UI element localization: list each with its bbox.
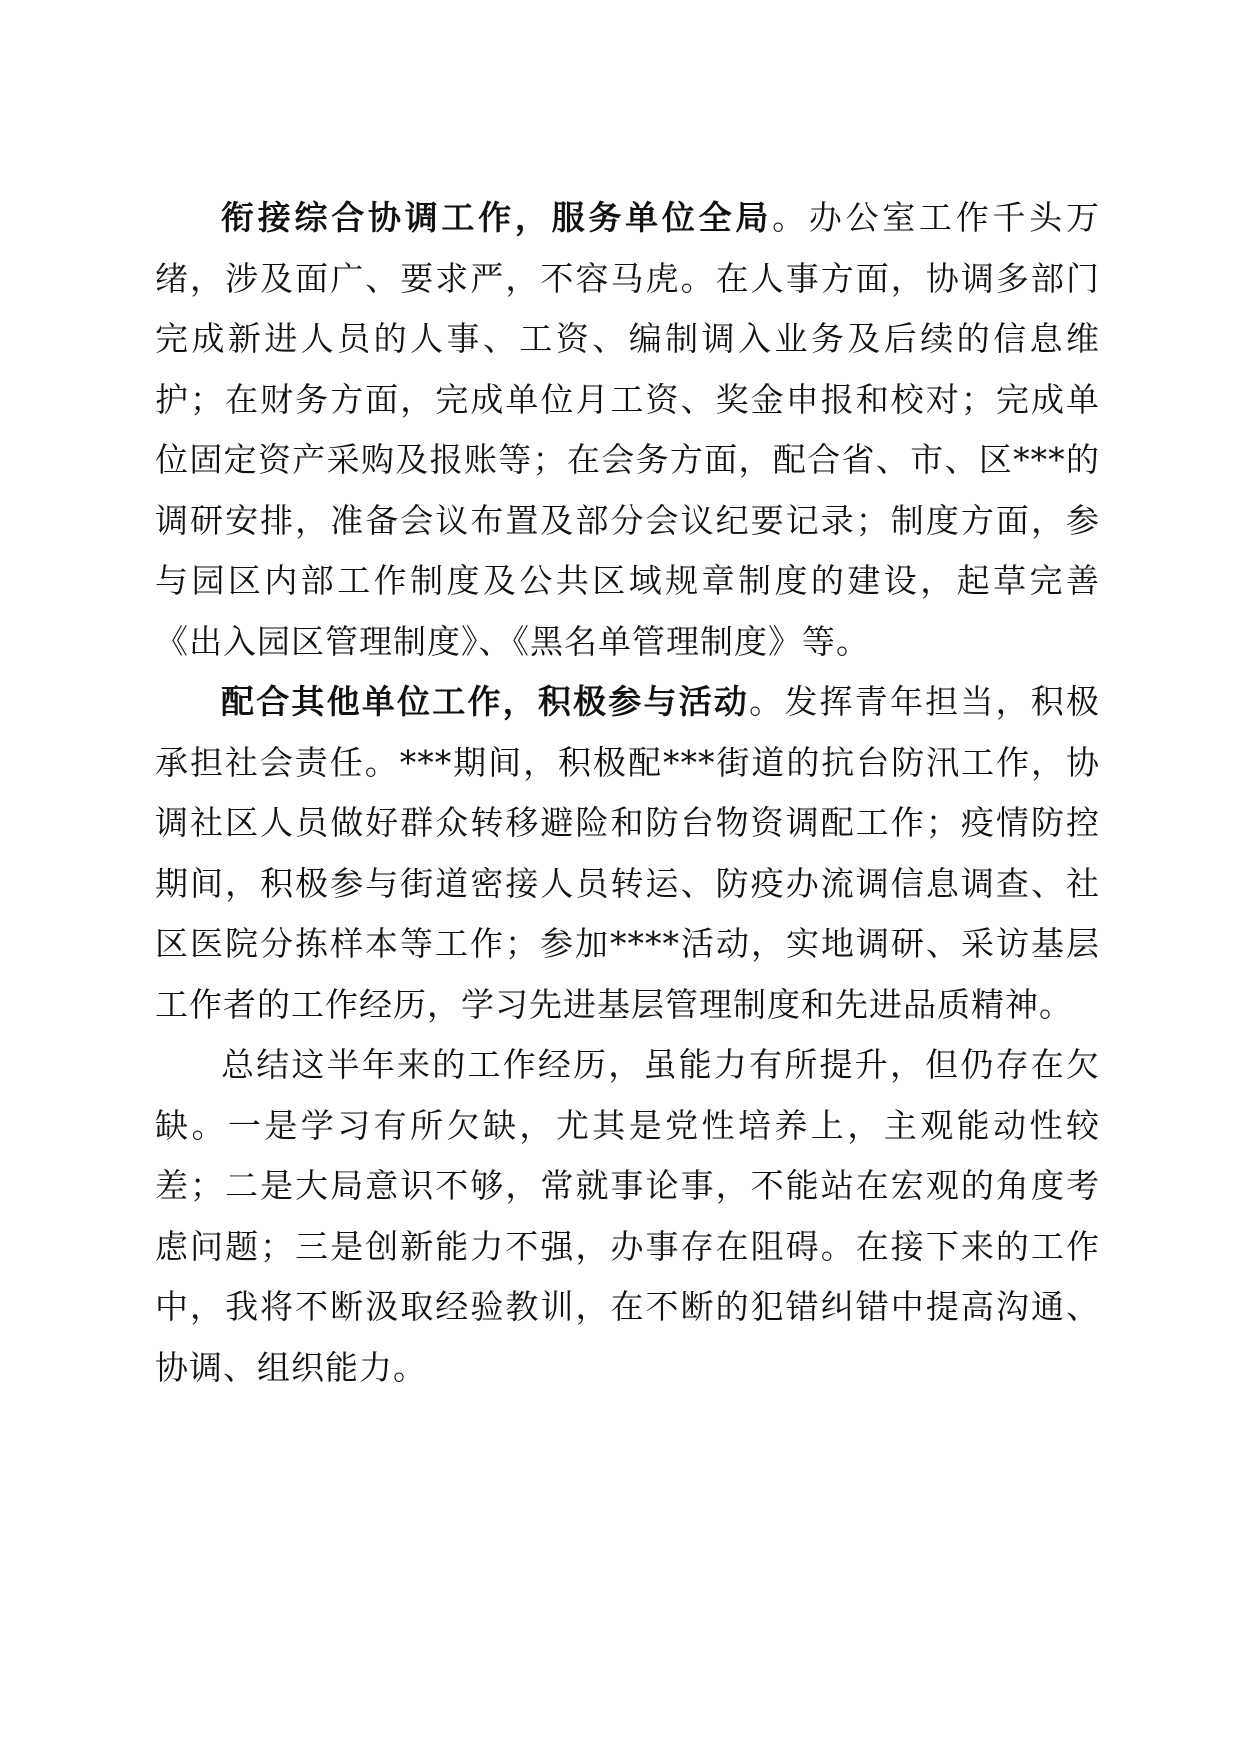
paragraph-text-summary: 总结这半年来的工作经历，虽能力有所提升，但仍存在欠缺。一是学习有所欠缺，尤其是党性培养上，主观能动性较差；二是大局意识不够，常就事论事，不能站在宏观的角度考虑问题；三是创新能力不强，办事存在阻碍。在接下来的工作中，我将不断汲取经验教训，在不断的犯错纠错中提高沟通、协调、组织能力。 bbox=[155, 1045, 1100, 1387]
paragraph-summary bbox=[155, 1035, 1100, 1398]
paragraph-heading-activities: 配合其他单位工作，积极参与活动 bbox=[221, 682, 750, 721]
paragraph-text-activities: 。发挥青年担当，积极承担社会责任。***期间，积极配***街道的抗台防汛工作，协调社区人员做好群众转移避险和防台物资调配工作；疫情防控期间，积极参与街道密接人员转运、防疫办流调信息调查、社区医院分拣样本等工作；参加****活动，实地调研、采访基层工作者的工作经历，学习先进基层管理制度和先进品质精神。 bbox=[155, 682, 1101, 1024]
paragraph-text-coordination: 。办公室工作千头万绪，涉及面广、要求严，不容马虎。在人事方面，协调多部门完成新进人员的人事、工资、编制调入业务及后续的信息维护；在财务方面，完成单位月工资、奖金申报和校对；完成单位固定资产采购及报账等；在会务方面，配合省、市、区***的调研安排，准备会议布置及部分会议纪要记录；制度方面，参与园区内部工作制度及公共区域规章制度的建设，起草完善《出入园区管理制度》、《黑名单管理制度》等。 bbox=[155, 198, 1101, 661]
paragraph-activities bbox=[155, 672, 1100, 1035]
document-body bbox=[155, 188, 1100, 1398]
paragraph-heading-coordination: 衔接综合协调工作，服务单位全局 bbox=[221, 198, 773, 237]
paragraph-coordination bbox=[155, 188, 1100, 672]
